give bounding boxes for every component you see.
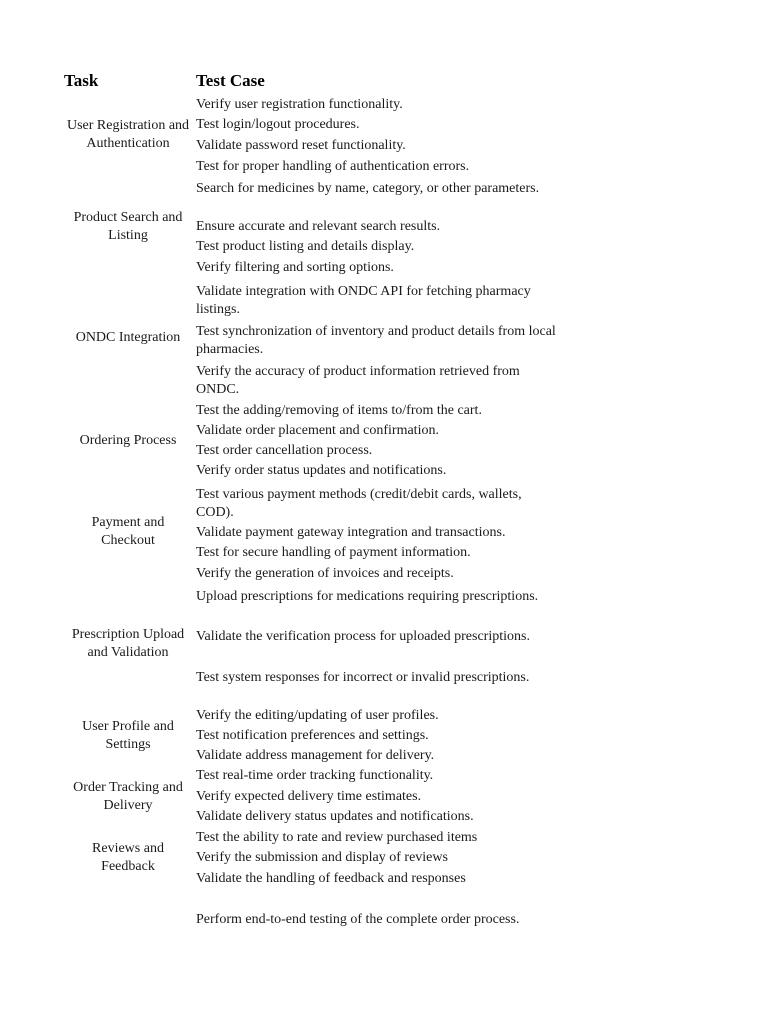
column-header-test-case: Test Case	[196, 71, 265, 90]
column-header-task: Task	[64, 71, 99, 90]
task-cell: Product Search and Listing	[73, 210, 183, 243]
test-case-cell: Verify the accuracy of product information retrieved from ONDC.	[196, 364, 520, 397]
test-case-cell: Test various payment methods (credit/debit cards, wallets, COD).	[196, 487, 522, 520]
test-case-cell: Validate order placement and confirmation.	[196, 423, 439, 438]
test-case-cell: Test the ability to rate and review purchased items	[196, 830, 478, 845]
test-case-cell: Verify user registration functionality.	[196, 97, 403, 112]
task-cell: Prescription Upload and Validation	[71, 627, 185, 660]
test-case-cell: Validate the handling of feedback and responses	[196, 871, 466, 886]
test-case-cell: Validate payment gateway integration and transactions.	[196, 525, 506, 540]
task-cell: Order Tracking and Delivery	[73, 780, 183, 813]
task-cell: ONDC Integration	[75, 330, 181, 345]
test-case-cell: Verify expected delivery time estimates.	[196, 789, 422, 804]
test-case-cell: Validate delivery status updates and notifications.	[196, 809, 474, 824]
test-case-cell: Test real-time order tracking functionality.	[196, 768, 434, 783]
test-case-cell: Test login/logout procedures.	[196, 117, 360, 132]
task-cell: User Registration and Authentication	[66, 118, 190, 151]
test-case-cell: Verify order status updates and notifications.	[196, 463, 447, 478]
test-case-cell: Upload prescriptions for medications requiring prescriptions.	[196, 589, 539, 604]
test-case-cell: Verify filtering and sorting options.	[196, 260, 394, 275]
test-case-cell: Test the adding/removing of items to/from the cart.	[196, 403, 482, 418]
task-cell: Payment and Checkout	[91, 515, 165, 548]
test-case-cell: Test system responses for incorrect or invalid prescriptions.	[196, 670, 530, 685]
test-case-cell: Test for secure handling of payment information.	[196, 545, 471, 560]
test-case-cell: Verify the editing/updating of user profiles.	[196, 708, 439, 723]
test-case-cell: Validate integration with ONDC API for fetching pharmacy listings.	[196, 284, 531, 317]
test-case-cell: Test order cancellation process.	[196, 443, 373, 458]
task-cell: Ordering Process	[79, 433, 177, 448]
test-case-cell: Validate the verification process for uploaded prescriptions.	[196, 629, 530, 644]
test-case-cell: Test notification preferences and settings.	[196, 728, 429, 743]
test-case-cell: Test synchronization of inventory and product details from local pharmacies.	[196, 324, 556, 357]
test-case-cell: Search for medicines by name, category, or other parameters.	[196, 181, 540, 196]
test-case-cell: Test product listing and details display.	[196, 239, 415, 254]
task-cell: Reviews and Feedback	[92, 841, 164, 874]
test-case-cell: Verify the submission and display of reviews	[196, 850, 448, 865]
task-cell: User Profile and Settings	[82, 719, 174, 752]
test-case-cell: Test for proper handling of authentication errors.	[196, 159, 470, 174]
test-case-cell: Validate password reset functionality.	[196, 138, 406, 153]
test-case-cell: Validate address management for delivery.	[196, 748, 435, 763]
test-case-cell: Ensure accurate and relevant search results.	[196, 219, 441, 234]
test-case-cell: Perform end-to-end testing of the complete order process.	[196, 912, 520, 927]
test-case-cell: Verify the generation of invoices and receipts.	[196, 566, 454, 581]
